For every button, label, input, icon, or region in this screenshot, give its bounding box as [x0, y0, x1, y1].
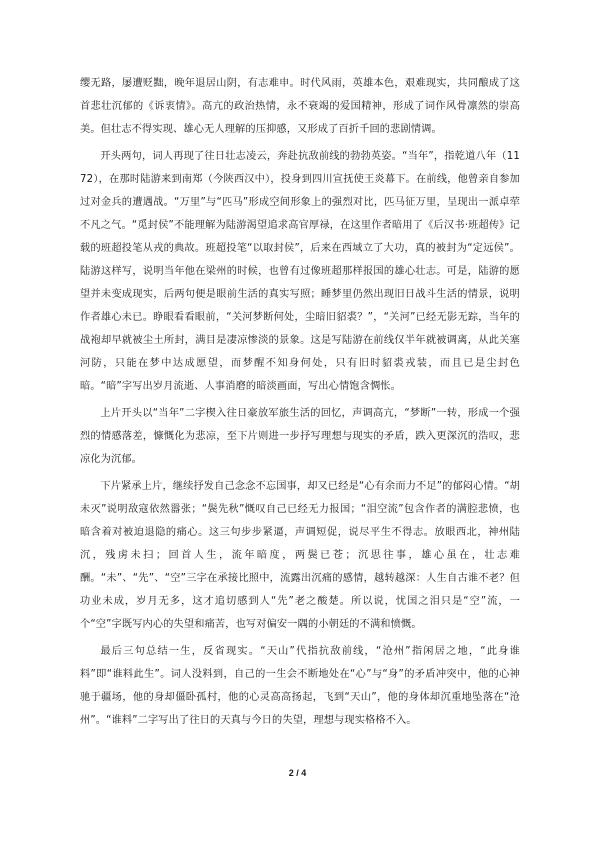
page-number: 2 / 4 [288, 768, 307, 778]
document-body [80, 72, 520, 736]
paragraph-final-lines: 最后三句总结一生，反省现实。“天山”代指抗敌前线，“沧州”指闲居之地，“此身谁料”即“谁料此生”。词人没料到，自己的一生会不断地处在“心”与“身”的矛盾冲突中，他的心神驰于疆场，他的身却僵卧孤村，他的心灵高高扬起，飞到“天山”，他的身体却沉重地坠落在“沧州”。“谁料”二字写出了往日的天真与今日的失望，理想与现实格格不入。 [80, 646, 520, 726]
paragraph-intro-continuation: 缨无路，屡遭贬黜，晚年退居山阴，有志难申。时代风雨，英雄本色，艰难现实，共同酿成了这首悲壮沉郁的《诉衷情》。高亢的政治热情，永不衰竭的爱国精神，形成了词作风骨凛然的崇高美。但壮志不得实现、雄心无人理解的压抑感，又形成了百折千回的悲剧情调。 [80, 78, 520, 135]
paragraph-opening-lines: 开头两句，词人再现了往日壮志凌云，奔赴抗敌前线的勃勃英姿。“当年”，指乾道八年（1172），在那时陆游来到南郑（今陕西汉中），投身到四川宣抚使王炎幕下。在前线，他曾亲自参加过对金兵的遭遇战。“万里”与“匹马”形成空间形象上的强烈对比，匹马征万里，呈现出一派卓荦不凡之气。“觅封侯”不能理解为陆游渴望追求高官厚禄，在这里作者暗用了《后汉书·班超传》记载的班超投笔从戎的典故。班超投笔“以取封侯”，后来在西域立了大功，真的被封为“定远侯”。陆游这样写，说明当年他在梁州的时候，也曾有过像班超那样报国的雄心壮志。可是，陆游的愿望并未变成现实，后两句便是眼前生活的真实写照；睡梦里仍然出现旧日战斗生活的情景，说明作者雄心未已。睁眼看看眼前，“关河梦断何处，尘暗旧貂裘？”，“关河”已经无影无踪，当年的战袍却早就被尘土所封，满目是凄凉惨淡的景象。这是写陆游在前线仅半年就被调离，从此关塞河防，只能在梦中达成愿望，而梦醒不知身何处，只有旧时貂裘戎装，而且已是尘封色暗。“暗”字写出岁月流逝、人事消磨的暗淡画面，写出心情饱含惆怅。 [80, 151, 520, 392]
paragraph-lower-stanza: 下片紧承上片，继续抒发自己念念不忘国事，却又已经是“心有余而力不足”的郁闷心情。“胡未灭”说明敌寇依然嚣张；“鬓先秋”慨叹自己已经无力报国；“泪空流”包含作者的满腔悲愤，也暗含着对被迫退隐的痛心。这三句步步紧逼，声调短促，说尽平生不得志。放眼西北，神州陆沉，残虏未扫；回首人生，流年暗度，两鬓已苍；沉思往事，雄心虽在，壮志难酬。“未”、“先”、“空”三字在承接比照中，流露出沉痛的感情，越转越深：人生自古谁不老？但功业未成，岁月无多，这才追切感到人“先”老之酸楚。所以说，忧国之泪只是“空”流，一个“空”字既写内心的失望和痛苦，也写对偏安一隅的小朝廷的不满和愤慨。 [80, 481, 520, 630]
paragraph-upper-stanza: 上片开头以“当年”二字楔入往日豪放军旅生活的回忆，声调高亢，“梦断”一转，形成一个强烈的情感落差，慷慨化为悲凉，至下片则进一步抒写理想与现实的矛盾，跌入更深沉的浩叹，悲凉化为沉郁。 [80, 408, 520, 465]
